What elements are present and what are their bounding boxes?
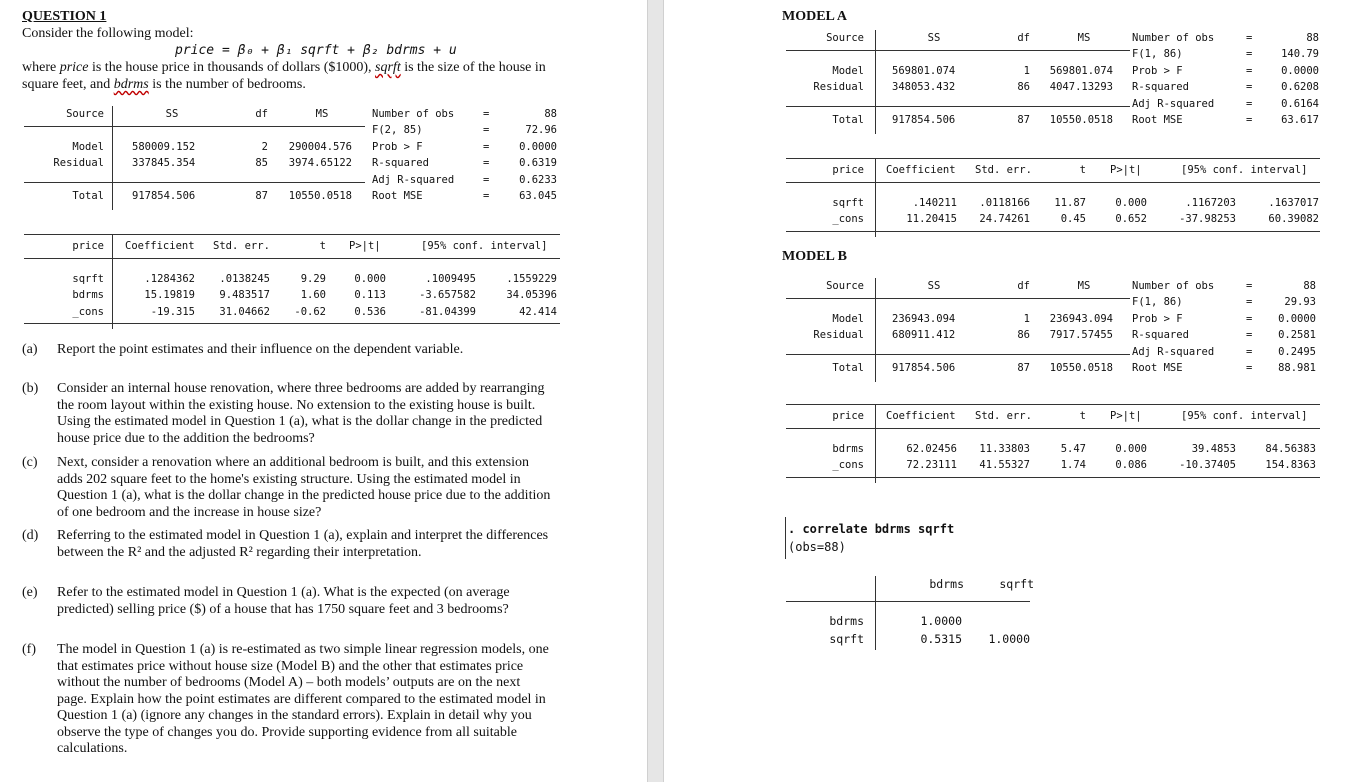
main-coef-row-ci-low: -81.04399 bbox=[419, 305, 476, 318]
main-stat-equals: = bbox=[483, 173, 490, 186]
main-anova-row-ss: 337845.354 bbox=[132, 157, 196, 169]
question-part-line: Referring to the estimated model in Question 1 (a), explain and interpret the differences bbox=[57, 528, 549, 543]
model-a-anova-row-ss: 569801.074 bbox=[892, 65, 956, 77]
model-b-stat-value: 88 bbox=[1303, 280, 1316, 292]
model-a-anova-row-ms: 4047.13293 bbox=[1049, 81, 1113, 93]
question-intro: Consider the following model: bbox=[22, 26, 194, 41]
model-b-coef-head-se: Std. err. bbox=[975, 410, 1032, 422]
model-b-anova-row-source: Total bbox=[832, 362, 864, 374]
model-a-stat-value: 0.6164 bbox=[1281, 97, 1319, 110]
model-a-coef-head-coef: Coefficient bbox=[886, 164, 956, 176]
main-stat-value: 0.6233 bbox=[519, 173, 557, 186]
main-coef-row-ci-high: 42.414 bbox=[519, 305, 557, 318]
correlation-row-value: 1.0000 bbox=[988, 632, 1030, 646]
model-a-coef-sep bbox=[875, 158, 876, 237]
model-a-stat-equals: = bbox=[1246, 97, 1253, 110]
main-anova-row-source: Total bbox=[72, 190, 104, 202]
definition-text: where bbox=[22, 60, 60, 75]
variable-definition-line1 bbox=[22, 60, 546, 77]
question-part-line: house price due to the addition the bedrooms? bbox=[57, 430, 315, 446]
question-part-line: The model in Question 1 (a) is re-estimated as two simple linear regression models, one bbox=[57, 642, 549, 657]
main-stat-equals: = bbox=[483, 157, 490, 170]
model-a-stat-label: R-squared bbox=[1132, 81, 1189, 94]
main-stat-equals: = bbox=[483, 140, 490, 153]
main-coef-row-ci-low: .1009495 bbox=[425, 273, 476, 285]
model-b-stat-label: F(1, 86) bbox=[1132, 296, 1183, 309]
main-coef-head-ci: [95% conf. interval] bbox=[421, 240, 548, 252]
model-b-stat-value: 0.0000 bbox=[1278, 312, 1316, 325]
model-b-coef-row-ci-low: -10.37405 bbox=[1179, 459, 1236, 472]
model-a-coef-head-se: Std. err. bbox=[975, 164, 1032, 176]
main-anova-row-ms: 3974.65122 bbox=[288, 157, 352, 169]
model-b-stat-label: Prob > F bbox=[1132, 312, 1183, 325]
question-part-line: Next, consider a renovation where an additional bedroom is built, and this extension bbox=[57, 455, 529, 470]
main-coef-rule-top bbox=[24, 234, 560, 235]
model-a-coef-row-t: 11.87 bbox=[1054, 197, 1086, 209]
model-b-coef-row-se: 11.33803 bbox=[979, 443, 1030, 455]
main-coef-row-t: -0.62 bbox=[294, 305, 326, 318]
model-b-coef-row-t: 5.47 bbox=[1060, 443, 1086, 455]
model-b-anova-rule-top bbox=[786, 298, 1130, 299]
model-a-stat-label: Prob > F bbox=[1132, 64, 1183, 77]
model-a-anova-sep bbox=[875, 30, 876, 134]
model-b-anova-row-ss: 680911.412 bbox=[892, 329, 956, 341]
definition-text: price bbox=[59, 60, 89, 75]
model-b-stat-equals: = bbox=[1246, 345, 1253, 358]
model-b-anova-head-ss: SS bbox=[927, 280, 941, 292]
main-coef-head-var: price bbox=[72, 240, 104, 252]
question-part-line: Report the point estimates and their influence on the dependent variable. bbox=[57, 342, 464, 357]
model-b-coef-row-coef: 62.02456 bbox=[906, 443, 957, 455]
main-stat-equals: = bbox=[483, 108, 490, 120]
model-b-anova-row-ms: 7917.57455 bbox=[1049, 329, 1113, 341]
model-b-anova-head-df: df bbox=[1017, 280, 1030, 292]
model-a-coef-row-coef: 11.20415 bbox=[906, 213, 957, 226]
model-a-anova-head-ss: SS bbox=[927, 32, 941, 44]
model-a-stat-label: Adj R-squared bbox=[1132, 97, 1215, 110]
model-a-coef-head-p: P>|t| bbox=[1110, 164, 1142, 176]
main-anova-row-ms: 10550.0518 bbox=[288, 190, 352, 202]
model-a-coef-row-ci-high: 60.39082 bbox=[1268, 213, 1319, 226]
main-stat-value: 88 bbox=[544, 108, 557, 120]
model-a-coef-row-se: .0118166 bbox=[979, 197, 1030, 209]
main-coef-row-se: .0138245 bbox=[219, 273, 270, 285]
model-a-stat-value: 88 bbox=[1306, 32, 1319, 44]
model-b-coef-row-se: 41.55327 bbox=[979, 459, 1030, 472]
main-coef-rule-mid bbox=[24, 258, 560, 259]
main-stat-value: 72.96 bbox=[525, 124, 557, 137]
model-b-anova-row-df: 1 bbox=[1023, 313, 1030, 325]
main-anova-row-df: 87 bbox=[255, 190, 268, 202]
model-a-stat-value: 140.79 bbox=[1281, 48, 1319, 61]
main-anova-head-ms: MS bbox=[315, 108, 329, 120]
main-stat-equals: = bbox=[483, 190, 490, 202]
question-part-line: Question 1 (a), what is the dollar change in the predicted house price due to the addition bbox=[57, 488, 551, 503]
model-b-stat-equals: = bbox=[1246, 312, 1253, 325]
variable-definition-line2 bbox=[22, 77, 306, 94]
question-part-label: (f) bbox=[22, 642, 36, 657]
model-b-stat-label: R-squared bbox=[1132, 329, 1189, 342]
main-coef-row-coef: .1284362 bbox=[144, 273, 195, 285]
model-b-coef-head-coef: Coefficient bbox=[886, 410, 956, 422]
main-coef-sep bbox=[112, 234, 113, 329]
main-anova-head-source: Source bbox=[66, 108, 104, 120]
definition-text: is the house price in thousands of dollars ($1000), bbox=[88, 60, 376, 75]
model-a-coef-head-ci: [95% conf. interval] bbox=[1181, 164, 1308, 176]
question-part-line: between the R² and the adjusted R² regarding their interpretation. bbox=[57, 544, 422, 560]
main-coef-row-coef: -19.315 bbox=[150, 305, 195, 318]
model-a-anova-row-df: 86 bbox=[1017, 81, 1030, 93]
model-a-coef-row-se: 24.74261 bbox=[979, 213, 1030, 226]
model-a-stat-equals: = bbox=[1246, 32, 1253, 44]
main-coef-head-t: t bbox=[319, 240, 326, 252]
question-part-line: predicted) selling price ($) of a house that has 1750 square feet and 3 bedrooms? bbox=[57, 601, 509, 617]
question-part-line: observe the type of changes you do. Provide supporting evidence from all suitable bbox=[57, 724, 517, 740]
model-b-coef-rule-top bbox=[786, 404, 1320, 405]
correlation-row-var: sqrft bbox=[829, 632, 864, 646]
model-a-coef-row-coef: .140211 bbox=[912, 197, 957, 209]
model-a-anova-row-ss: 917854.506 bbox=[892, 114, 956, 126]
question-part-label: (d) bbox=[22, 528, 39, 543]
main-coef-row-se: 31.04662 bbox=[219, 305, 270, 318]
correlation-col-header: bdrms bbox=[929, 577, 964, 591]
question-part-line: the room layout within the existing house. No extension to the existing house is built. bbox=[57, 397, 536, 413]
model-b-coef-head-p: P>|t| bbox=[1110, 410, 1142, 422]
model-a-coef-row-ci-low: -37.98253 bbox=[1179, 213, 1236, 226]
model-b-stat-value: 0.2495 bbox=[1278, 345, 1316, 358]
model-a-anova-row-df: 1 bbox=[1023, 65, 1030, 77]
question-part-line: Refer to the estimated model in Question 1 (a). What is the expected (on average bbox=[57, 585, 510, 600]
model-a-stat-label: Number of obs bbox=[1132, 32, 1215, 44]
definition-text: square feet, and bbox=[22, 77, 114, 92]
model-equation: price = β₀ + β₁ sqrft + β₂ bdrms + u bbox=[175, 43, 457, 58]
model-b-anova-row-ms: 236943.094 bbox=[1049, 313, 1113, 325]
main-anova-row-ss: 580009.152 bbox=[132, 141, 196, 153]
main-anova-row-source: Residual bbox=[53, 157, 104, 169]
model-b-anova-row-ms: 10550.0518 bbox=[1049, 362, 1113, 374]
model-b-title: MODEL B bbox=[782, 249, 847, 264]
main-coef-head-se: Std. err. bbox=[213, 240, 270, 252]
model-a-stat-value: 0.0000 bbox=[1281, 64, 1319, 77]
model-a-anova-row-ms: 569801.074 bbox=[1049, 65, 1113, 77]
main-coef-row-p: 0.000 bbox=[354, 273, 386, 285]
question-part-line: Using the estimated model in Question 1 (a), what is the dollar change in the predicted bbox=[57, 414, 543, 429]
model-b-stat-label: Adj R-squared bbox=[1132, 345, 1215, 358]
question-part-line: page. Explain how the point estimates are different compared to the estimated model in bbox=[57, 691, 546, 707]
model-b-anova-row-source: Model bbox=[832, 313, 864, 325]
model-b-stat-equals: = bbox=[1246, 296, 1253, 309]
correlate-command: . correlate bdrms sqrft bbox=[788, 522, 955, 536]
model-b-anova-row-source: Residual bbox=[813, 329, 864, 341]
model-b-stat-equals: = bbox=[1246, 362, 1253, 374]
model-a-anova-rule-total bbox=[786, 106, 1130, 107]
model-b-coef-head-ci: [95% conf. interval] bbox=[1181, 410, 1308, 422]
main-coef-head-coef: Coefficient bbox=[125, 240, 195, 252]
question-title: QUESTION 1 bbox=[22, 9, 107, 24]
model-a-anova-row-source: Residual bbox=[813, 81, 864, 93]
model-a-coef-head-var: price bbox=[832, 164, 864, 176]
model-a-stat-value: 0.6208 bbox=[1281, 81, 1319, 94]
correlation-row-value: 1.0000 bbox=[920, 614, 962, 628]
question-part-line: Question 1 (a) (ignore any changes in the standard errors). Explain in detail why you bbox=[57, 708, 532, 723]
page-gap bbox=[647, 0, 664, 782]
model-a-anova-head-df: df bbox=[1017, 32, 1030, 44]
model-b-stat-equals: = bbox=[1246, 280, 1253, 292]
question-part-label: (b) bbox=[22, 381, 39, 396]
model-b-coef-row-ci-high: 154.8363 bbox=[1265, 459, 1316, 472]
main-coef-row-ci-high: 34.05396 bbox=[506, 289, 557, 302]
definition-text: is the size of the house in bbox=[400, 60, 546, 75]
main-coef-row-var: sqrft bbox=[72, 273, 104, 285]
model-a-coef-rule-mid bbox=[786, 182, 1320, 183]
model-b-anova-row-ss: 917854.506 bbox=[892, 362, 956, 374]
model-a-stat-label: Root MSE bbox=[1132, 114, 1183, 126]
question-part-label: (a) bbox=[22, 342, 38, 357]
model-b-coef-row-p: 0.086 bbox=[1115, 459, 1147, 472]
model-a-anova-rule-top bbox=[786, 50, 1130, 51]
model-b-coef-row-coef: 72.23111 bbox=[906, 459, 957, 472]
main-stat-label: R-squared bbox=[372, 157, 429, 170]
model-b-stat-equals: = bbox=[1246, 329, 1253, 342]
model-b-coef-row-ci-low: 39.4853 bbox=[1191, 443, 1236, 455]
main-stat-label: Prob > F bbox=[372, 140, 423, 153]
correlation-row-var: bdrms bbox=[829, 614, 864, 628]
model-b-anova-row-df: 86 bbox=[1017, 329, 1030, 341]
main-anova-row-ms: 290004.576 bbox=[288, 141, 352, 153]
model-a-stat-equals: = bbox=[1246, 48, 1253, 61]
model-b-coef-head-var: price bbox=[832, 410, 864, 422]
main-anova-head-ss: SS bbox=[165, 108, 179, 120]
model-a-title: MODEL A bbox=[782, 9, 847, 24]
main-stat-label: F(2, 85) bbox=[372, 124, 423, 137]
question-part-label: (c) bbox=[22, 455, 38, 470]
definition-text: sqrft bbox=[375, 60, 401, 75]
main-coef-row-se: 9.483517 bbox=[219, 289, 270, 302]
correlation-col-header: sqrft bbox=[999, 577, 1034, 591]
model-a-coef-head-t: t bbox=[1079, 164, 1086, 176]
model-a-coef-row-ci-high: .1637017 bbox=[1268, 197, 1319, 209]
main-coef-row-var: bdrms bbox=[72, 289, 104, 302]
main-stat-value: 63.045 bbox=[519, 190, 557, 202]
correlation-sep bbox=[875, 576, 876, 650]
model-a-stat-label: F(1, 86) bbox=[1132, 48, 1183, 61]
question-part-line: that estimates price without house size (Model B) and the other that estimates price bbox=[57, 658, 524, 674]
definition-text: is the number of bedrooms. bbox=[148, 77, 306, 92]
main-coef-row-var: _cons bbox=[72, 305, 104, 318]
models-page bbox=[664, 0, 1356, 782]
main-anova-sep bbox=[112, 106, 113, 210]
model-b-coef-row-var: _cons bbox=[832, 459, 864, 472]
model-b-anova-row-df: 87 bbox=[1017, 362, 1030, 374]
question-part-line: without the number of bedrooms (Model A) – both models’ outputs are on the next bbox=[57, 675, 521, 690]
model-a-stat-equals: = bbox=[1246, 81, 1253, 94]
model-a-stat-equals: = bbox=[1246, 114, 1253, 126]
main-coef-row-ci-high: .1559229 bbox=[506, 273, 557, 285]
main-stat-label: Adj R-squared bbox=[372, 173, 455, 186]
main-anova-head-df: df bbox=[255, 108, 268, 120]
question-part-line: of one bedroom and the increase in house size? bbox=[57, 504, 322, 520]
model-b-stat-label: Number of obs bbox=[1132, 280, 1215, 292]
model-a-coef-rule-top bbox=[786, 158, 1320, 159]
model-a-anova-row-ms: 10550.0518 bbox=[1049, 114, 1113, 126]
main-coef-row-t: 9.29 bbox=[300, 273, 326, 285]
model-b-anova-head-ms: MS bbox=[1077, 280, 1091, 292]
main-anova-row-source: Model bbox=[72, 141, 104, 153]
model-b-stat-value: 88.981 bbox=[1278, 362, 1316, 374]
model-a-stat-value: 63.617 bbox=[1281, 114, 1319, 126]
model-a-coef-row-p: 0.652 bbox=[1115, 213, 1147, 226]
model-a-anova-head-source: Source bbox=[826, 32, 864, 44]
definition-text: bdrms bbox=[113, 77, 149, 92]
model-a-anova-head-ms: MS bbox=[1077, 32, 1091, 44]
model-b-anova-head-source: Source bbox=[826, 280, 864, 292]
main-coef-row-coef: 15.19819 bbox=[144, 289, 195, 302]
model-b-coef-rule-mid bbox=[786, 428, 1320, 429]
question-part-line: adds 202 square feet to the home's existing structure. Using the estimated model in bbox=[57, 471, 521, 487]
model-a-coef-row-var: _cons bbox=[832, 213, 864, 226]
correlate-obs: (obs=88) bbox=[788, 540, 846, 554]
main-coef-row-p: 0.536 bbox=[354, 305, 386, 318]
model-a-anova-row-source: Model bbox=[832, 65, 864, 77]
main-stat-label: Number of obs bbox=[372, 108, 455, 120]
main-coef-head-p: P>|t| bbox=[349, 240, 381, 252]
model-a-stat-equals: = bbox=[1246, 64, 1253, 77]
model-b-coef-row-p: 0.000 bbox=[1115, 443, 1147, 455]
model-b-stat-label: Root MSE bbox=[1132, 362, 1183, 374]
main-stat-label: Root MSE bbox=[372, 190, 423, 202]
question-part-line: Consider an internal house renovation, where three bedrooms are added by rearranging bbox=[57, 381, 545, 396]
question-part-line: calculations. bbox=[57, 741, 128, 756]
correlation-left-border bbox=[785, 517, 786, 559]
correlation-row-value: 0.5315 bbox=[920, 632, 962, 646]
question-page bbox=[0, 0, 647, 782]
main-anova-rule-top bbox=[24, 126, 365, 127]
question-part-label: (e) bbox=[22, 585, 38, 600]
model-a-anova-row-df: 87 bbox=[1017, 114, 1030, 126]
main-stat-value: 0.0000 bbox=[519, 140, 557, 153]
main-coef-row-t: 1.60 bbox=[300, 289, 326, 302]
main-anova-row-df: 2 bbox=[261, 141, 268, 153]
main-stat-equals: = bbox=[483, 124, 490, 137]
model-b-stat-value: 29.93 bbox=[1284, 296, 1316, 309]
main-stat-value: 0.6319 bbox=[519, 157, 557, 170]
main-anova-row-ss: 917854.506 bbox=[132, 190, 196, 202]
model-a-anova-row-ss: 348053.432 bbox=[892, 81, 956, 93]
model-a-anova-row-source: Total bbox=[832, 114, 864, 126]
model-b-coef-head-t: t bbox=[1079, 410, 1086, 422]
main-coef-row-ci-low: -3.657582 bbox=[419, 289, 476, 302]
model-a-coef-row-ci-low: .1167203 bbox=[1185, 197, 1236, 209]
model-b-anova-row-ss: 236943.094 bbox=[892, 313, 956, 325]
model-a-coef-row-var: sqrft bbox=[832, 197, 864, 209]
main-coef-rule-bottom bbox=[24, 323, 560, 324]
model-a-coef-rule-bottom bbox=[786, 231, 1320, 232]
correlation-rule bbox=[786, 601, 1030, 602]
main-anova-row-df: 85 bbox=[255, 157, 268, 169]
model-b-coef-rule-bottom bbox=[786, 477, 1320, 478]
model-b-stat-value: 0.2581 bbox=[1278, 329, 1316, 342]
model-b-anova-rule-total bbox=[786, 354, 1130, 355]
model-b-coef-sep bbox=[875, 404, 876, 483]
model-b-coef-row-ci-high: 84.56383 bbox=[1265, 443, 1316, 455]
model-a-coef-row-p: 0.000 bbox=[1115, 197, 1147, 209]
model-a-coef-row-t: 0.45 bbox=[1060, 213, 1086, 226]
main-coef-row-p: 0.113 bbox=[354, 289, 386, 302]
main-anova-rule-total bbox=[24, 182, 365, 183]
model-b-coef-row-t: 1.74 bbox=[1060, 459, 1086, 472]
model-b-anova-sep bbox=[875, 278, 876, 382]
model-b-coef-row-var: bdrms bbox=[832, 443, 864, 455]
